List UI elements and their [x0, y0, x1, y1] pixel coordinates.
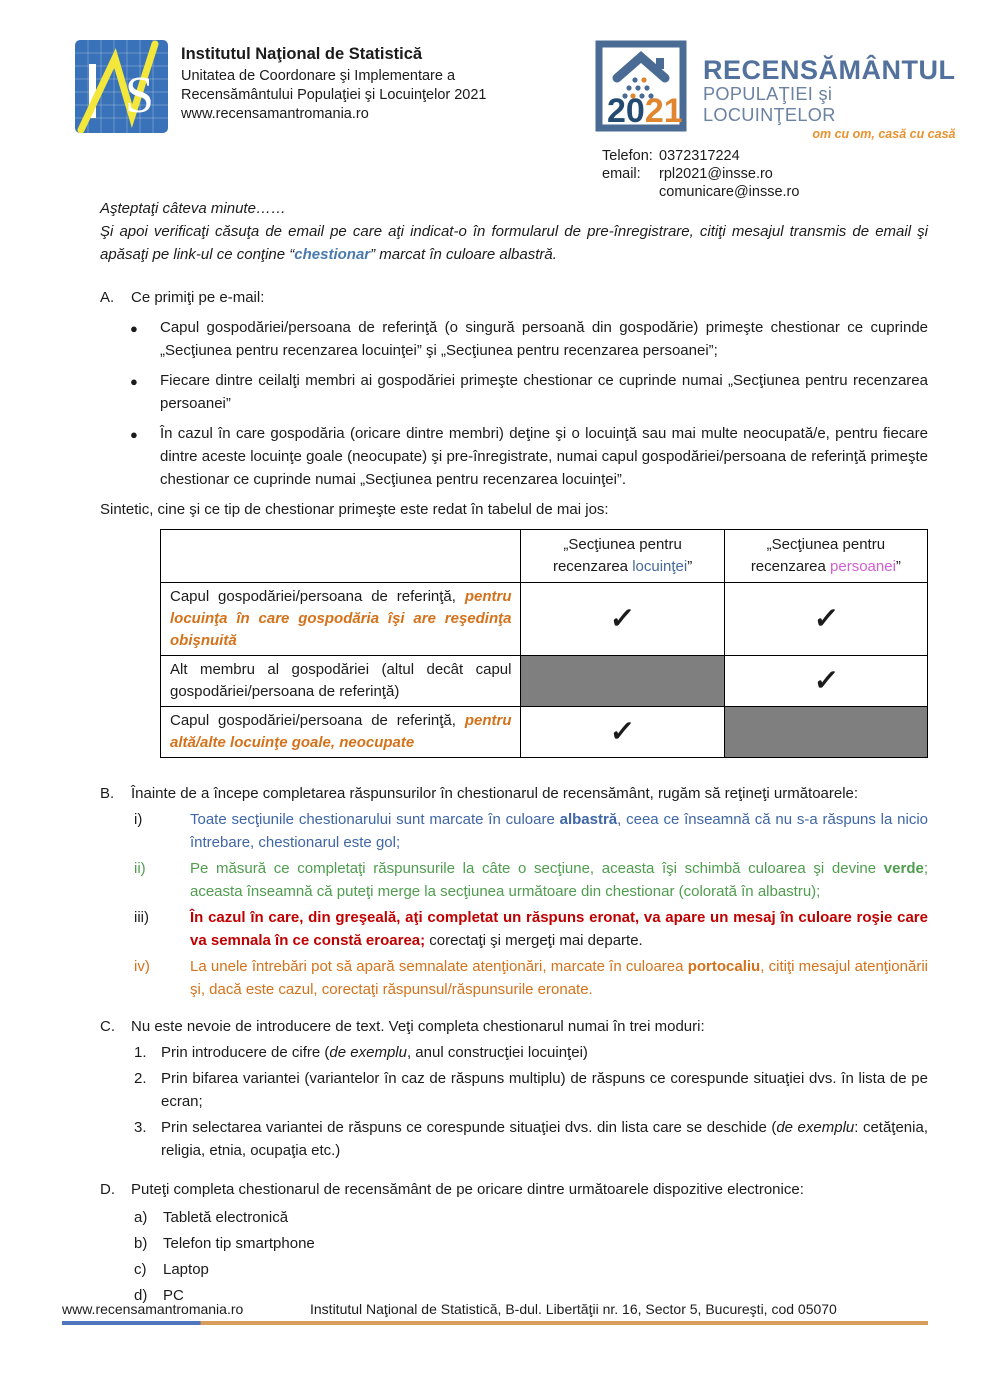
device-name: Telefon tip smartphone — [163, 1235, 315, 1252]
svg-text:2021 — [607, 92, 683, 130]
footer-divider — [62, 1321, 928, 1325]
section-a-label: A. — [100, 289, 115, 306]
check-cell — [521, 707, 724, 758]
bullet-icon: ● — [130, 427, 138, 442]
ins-subtitle-line1: Unitatea de Coordonare şi Implementare a — [181, 68, 456, 84]
list-item — [100, 422, 928, 491]
page-footer — [62, 1300, 928, 1325]
section-c-label: C. — [100, 1018, 115, 1035]
section-c — [100, 1015, 928, 1162]
email-label: email: — [602, 166, 641, 182]
footer-address: Institutul Naţional de Statistică, B-dul. Libertăţii nr. 16, Sector 5, Bucureşti, cod 05070 — [310, 1301, 837, 1317]
intro-paragraph — [100, 220, 928, 266]
svg-text:S: S — [125, 67, 154, 124]
row-description: Capul gospodăriei/persoana de referinţă, pentru altă/alte locuinţe goale, neocupate — [161, 707, 521, 758]
table-header-row — [161, 530, 928, 583]
rpl-text-block — [703, 40, 956, 141]
intro-pre: Şi apoi verificaţi căsuţa de email pe care aţi indicat-o în formularul de pre-înregistrare, citiţi mesajul transmis de email şi apăsaţi pe link-ul ce conţine “ — [100, 223, 928, 263]
ins-brand — [75, 40, 487, 201]
rpl-2021-logo-icon — [595, 40, 695, 132]
contact-email-row — [602, 165, 930, 183]
ins-text-block — [181, 40, 487, 201]
table-row — [161, 707, 928, 758]
email-link-2[interactable]: comunicare@insse.ro — [659, 184, 800, 200]
item-number: iii) — [134, 909, 149, 926]
item-number: 3. — [134, 1119, 147, 1136]
intro-wait-line: Aşteptaţi câteva minute…… — [100, 200, 286, 217]
item-number: 2. — [134, 1070, 147, 1087]
phone-value: 0372317224 — [659, 148, 740, 164]
list-item-1 — [100, 1041, 928, 1064]
list-item-iv — [100, 955, 928, 1001]
table-row — [161, 656, 928, 707]
keyword-rosie: roşie — [856, 909, 893, 926]
item-number: 1. — [134, 1044, 147, 1061]
orange-clause: pentru altă/alte locuinţe goale, neocupate — [170, 712, 512, 751]
table-row — [161, 583, 928, 656]
device-item-d: d) PC — [100, 1283, 928, 1309]
rpl-subtitle: POPULAŢIEI şi LOCUINŢELOR — [703, 84, 836, 125]
device-item-a: a) Tabletă electronică — [100, 1205, 928, 1231]
list-item — [100, 369, 928, 415]
row-description: Capul gospodăriei/persoana de referinţă, pentru locuinţa în care gospodăria îşi are reşedinţa obişnuită — [161, 583, 521, 656]
check-icon: ✓ — [608, 715, 637, 748]
ins-title: Institutul Naţional de Statistică — [181, 45, 423, 63]
chestionar-table — [160, 529, 928, 758]
check-cell — [724, 583, 927, 656]
device-name: Tabletă electronică — [163, 1209, 289, 1226]
section-a-title: Ce primiţi pe e-mail: — [131, 289, 265, 306]
rpl-brand — [595, 40, 956, 201]
device-name: Laptop — [163, 1261, 209, 1278]
list-item-iii — [100, 906, 928, 952]
de-exemplu-em: de exemplu — [329, 1044, 407, 1061]
sintetic-line: Sintetic, cine şi ce tip de chestionar primeşte este redat în tabelul de mai jos: — [100, 501, 609, 518]
rpl-tagline: om cu om, casă cu casă — [812, 127, 956, 141]
check-icon: ✓ — [812, 664, 840, 697]
phone-label: Telefon: — [602, 148, 653, 164]
item-text: În cazul în care, din greşeală, aţi completat un răspuns eronat, va apare un mesaj în culoare roşie care va semnala în ce constă eroarea; corectaţi şi mergeţi mai departe. — [190, 909, 928, 949]
contact-block — [602, 147, 930, 201]
item-text: Prin selectarea variantei de răspuns ce corespunde situaţiei dvs. din lista care se deschide (de exemplu: cetăţenia, religia, etnia, ocupaţia etc.) — [161, 1119, 928, 1159]
orange-clause: pentru locuinţa în care gospodăria îşi are reşedinţa obişnuită — [170, 588, 512, 649]
contact-phone-row — [602, 147, 930, 165]
list-item-3 — [100, 1116, 928, 1162]
keyword-portocaliu: portocaliu — [687, 958, 761, 975]
item-number: i) — [134, 811, 143, 828]
bullet-text: Fiecare dintre ceilalţi membri ai gospodăriei primeşte chestionar ce cuprinde numai „Secţiunea pentru recenzarea persoanei” — [160, 372, 928, 412]
check-icon: ✓ — [608, 602, 637, 635]
bullet-icon: ● — [130, 374, 138, 389]
device-name: PC — [163, 1287, 184, 1304]
persoanei-word: persoanei — [830, 558, 896, 575]
locuintei-word: locuinţei — [632, 558, 688, 575]
page-header — [75, 40, 956, 201]
header-locuinta: „Secţiunea pentru recenzarea locuinţei” — [521, 530, 724, 583]
item-number: iv) — [134, 958, 150, 975]
item-number: ii) — [134, 860, 146, 877]
check-cell — [724, 656, 927, 707]
list-item-i — [100, 808, 928, 854]
document-body — [100, 197, 928, 1309]
empty-header-cell — [161, 530, 521, 583]
device-item-b: b) Telefon tip smartphone — [100, 1231, 928, 1257]
gray-cell — [724, 707, 927, 758]
device-item-c: c) Laptop — [100, 1257, 928, 1283]
item-text: Toate secţiunile chestionarului sunt marcate în culoare albastră, ceea ce înseamnă că nu s-a răspuns la nicio întrebare, chestionarul este gol; — [190, 811, 928, 851]
section-a — [100, 286, 928, 758]
intro-post: ” marcat în culoare albastră. — [370, 246, 557, 263]
de-exemplu-em: de exemplu — [776, 1119, 855, 1136]
keyword-verde: verde — [883, 860, 924, 877]
item-text: La unele întrebări pot să apară semnalate atenţionări, marcate în culoarea portocaliu, citiţi mesajul atenţionării şi, dacă este cazul, corectaţi răspunsul/răspunsurile eronate. — [190, 958, 928, 998]
list-item-ii — [100, 857, 928, 903]
item-text: Pe măsură ce completaţi răspunsurile la câte o secţiune, aceasta îşi schimbă culoarea şi devine verde; aceasta înseamnă că puteţi merge la secţiunea următoare din chestionar (colorată în albastru); — [190, 860, 928, 900]
list-item — [100, 316, 928, 362]
bullet-text: În cazul în care gospodăria (oricare dintre membri) deţine şi o locuinţă sau mai multe neocupată/e, pentru fiecare dintre aceste locuinţe goale (neocupate) şi pre-înregistrate, numai capul gospodăriei/persoana de referinţă primeşte chestionar ce cuprinde numai „Secţiunea pentru recenzarea locuinţei”. — [160, 425, 928, 488]
list-item-2 — [100, 1067, 928, 1113]
section-b-title: Înainte de a începe completarea răspunsurilor în chestionarul de recensământ, rugăm să reţineţi următoarele: — [131, 785, 859, 802]
ins-subtitle-line2: Recensământului Populaţiei şi Locuinţelor 2021 — [181, 87, 487, 103]
section-b-label: B. — [100, 785, 115, 802]
item-text: Prin bifarea variantei (variantelor în caz de răspuns multiplu) de răspuns ce corespunde situaţiei dvs. în lista de pe ecran; — [161, 1070, 928, 1110]
section-c-title: Nu este nevoie de introducere de text. Veţi completa chestionarul numai în trei moduri: — [131, 1018, 705, 1035]
section-d-label: D. — [100, 1181, 115, 1198]
rpl-year-blue: 20 — [607, 92, 645, 130]
chestionar-highlight: chestionar — [294, 246, 371, 263]
check-cell — [521, 583, 724, 656]
section-d — [100, 1178, 928, 1309]
section-d-title: Puteţi completa chestionarul de recensământ de pe oricare dintre următoarele dispozitive electronice: — [131, 1181, 804, 1198]
keyword-albastra: albastră — [559, 811, 618, 828]
section-b — [100, 782, 928, 1001]
header-persoana: „Secţiunea pentru recenzarea persoanei” — [724, 530, 927, 583]
check-icon: ✓ — [812, 602, 840, 635]
rpl-year-orange: 21 — [644, 92, 683, 130]
ins-logo-icon — [75, 40, 168, 133]
email-link-1[interactable]: rpl2021@insse.ro — [659, 166, 773, 182]
bullet-icon: ● — [130, 321, 138, 336]
item-text: Prin introducere de cifre (de exemplu, anul construcţiei locuinţei) — [161, 1044, 588, 1061]
gray-cell — [521, 656, 724, 707]
footer-website-link[interactable]: www.recensamantromania.ro — [62, 1301, 244, 1317]
bullet-text: Capul gospodăriei/persoana de referinţă (o singură persoană din gospodărie) primeşte chestionar ce cuprinde „Secţiunea pentru recenzarea locuinţei” şi „Secţiunea pentru recenzarea persoanei”; — [160, 319, 928, 359]
ins-website-link[interactable]: www.recensamantromania.ro — [181, 106, 369, 122]
rpl-title: RECENSĂMÂNTUL — [703, 55, 956, 85]
row-description: Alt membru al gospodăriei (altul decât capul gospodăriei/persoana de referinţă) — [161, 656, 521, 707]
